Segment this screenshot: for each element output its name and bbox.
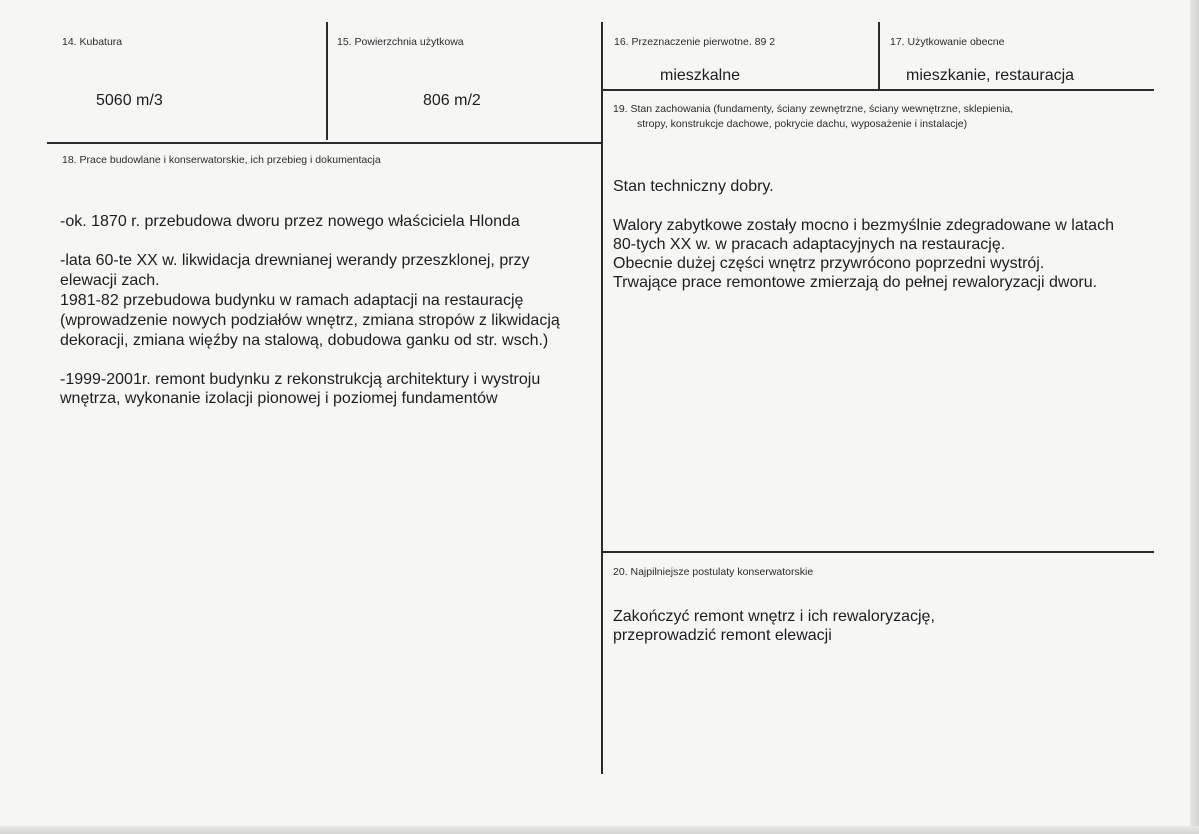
field-15-label: 15. Powierzchnia użytkowa (337, 36, 464, 48)
divider-h-20 (602, 551, 1154, 553)
field-20-text-line: Zakończyć remont wnętrz i ich rewaloryzację, (613, 608, 935, 625)
field-15-value: 806 m/2 (423, 92, 481, 109)
field-16-value: mieszkalne (660, 67, 741, 84)
field-18-text-line: -1999-2001r. remont budynku z rekonstrukcją architektury i wystroju (60, 371, 541, 388)
field-18-text-line: -ok. 1870 r. przebudowa dworu przez nowego właściciela Hlonda (60, 213, 520, 230)
field-20-text-line: przeprowadzić remont elewacji (613, 627, 832, 644)
field-19-text-line: 80-tych XX w. w pracach adaptacyjnych na restaurację. (613, 236, 1006, 253)
paper-edge-right (1190, 0, 1199, 834)
divider-v-14-15 (326, 22, 328, 140)
field-17-value: mieszkanie, restauracja (906, 67, 1075, 84)
field-14-value: 5060 m/3 (96, 92, 163, 109)
field-19-text-line: Stan techniczny dobry. (613, 178, 774, 195)
field-19-label-cont: stropy, konstrukcje dachowe, pokrycie dachu, wyposażenie i instalacje) (637, 118, 968, 130)
field-16-label: 16. Przeznaczenie pierwotne. 89 2 (614, 36, 776, 48)
field-18-label: 18. Prace budowlane i konserwatorskie, ich przebieg i dokumentacja (62, 154, 381, 166)
field-20-label: 20. Najpilniejsze postulaty konserwatorskie (613, 566, 814, 578)
field-18-text-line: (wprowadzenie nowych podziałów wnętrz, zmiana stropów z likwidacją (60, 312, 560, 329)
field-19-text-line: Trwające prace remontowe zmierzają do pełnej rewaloryzacji dworu. (613, 274, 1098, 291)
field-18-text-line: 1981-82 przebudowa budynku w ramach adaptacji na restaurację (60, 292, 524, 309)
field-18-text-line: elewacji zach. (60, 272, 160, 289)
field-19-label: 19. Stan zachowania (fundamenty, ściany zewnętrzne, ściany wewnętrzne, sklepienia, (613, 103, 1014, 115)
divider-v-16-17 (878, 22, 880, 90)
field-18-text-line: dekoracji, zmiana więźby na stalową, dobudowa ganku od str. wsch.) (60, 332, 549, 349)
field-19-text-line: Obecnie dużej części wnętrz przywrócono poprzedni wystrój. (613, 255, 1045, 272)
field-17-label: 17. Użytkowanie obecne (890, 36, 1005, 48)
divider-h-top-right (602, 89, 1154, 91)
field-19-text-line: Walory zabytkowe zostały mocno i bezmyślnie zdegradowane w latach (613, 217, 1114, 234)
field-14-label: 14. Kubatura (62, 36, 123, 48)
field-18-text-line: -lata 60-te XX w. likwidacja drewnianej werandy przeszklonej, przy (60, 252, 530, 269)
field-18-text-line: wnętrza, wykonanie izolacji pionowej i poziomej fundamentów (60, 390, 498, 407)
paper-edge-bottom (0, 826, 1199, 834)
divider-h-top-left (47, 142, 602, 144)
divider-v-center (601, 22, 603, 774)
